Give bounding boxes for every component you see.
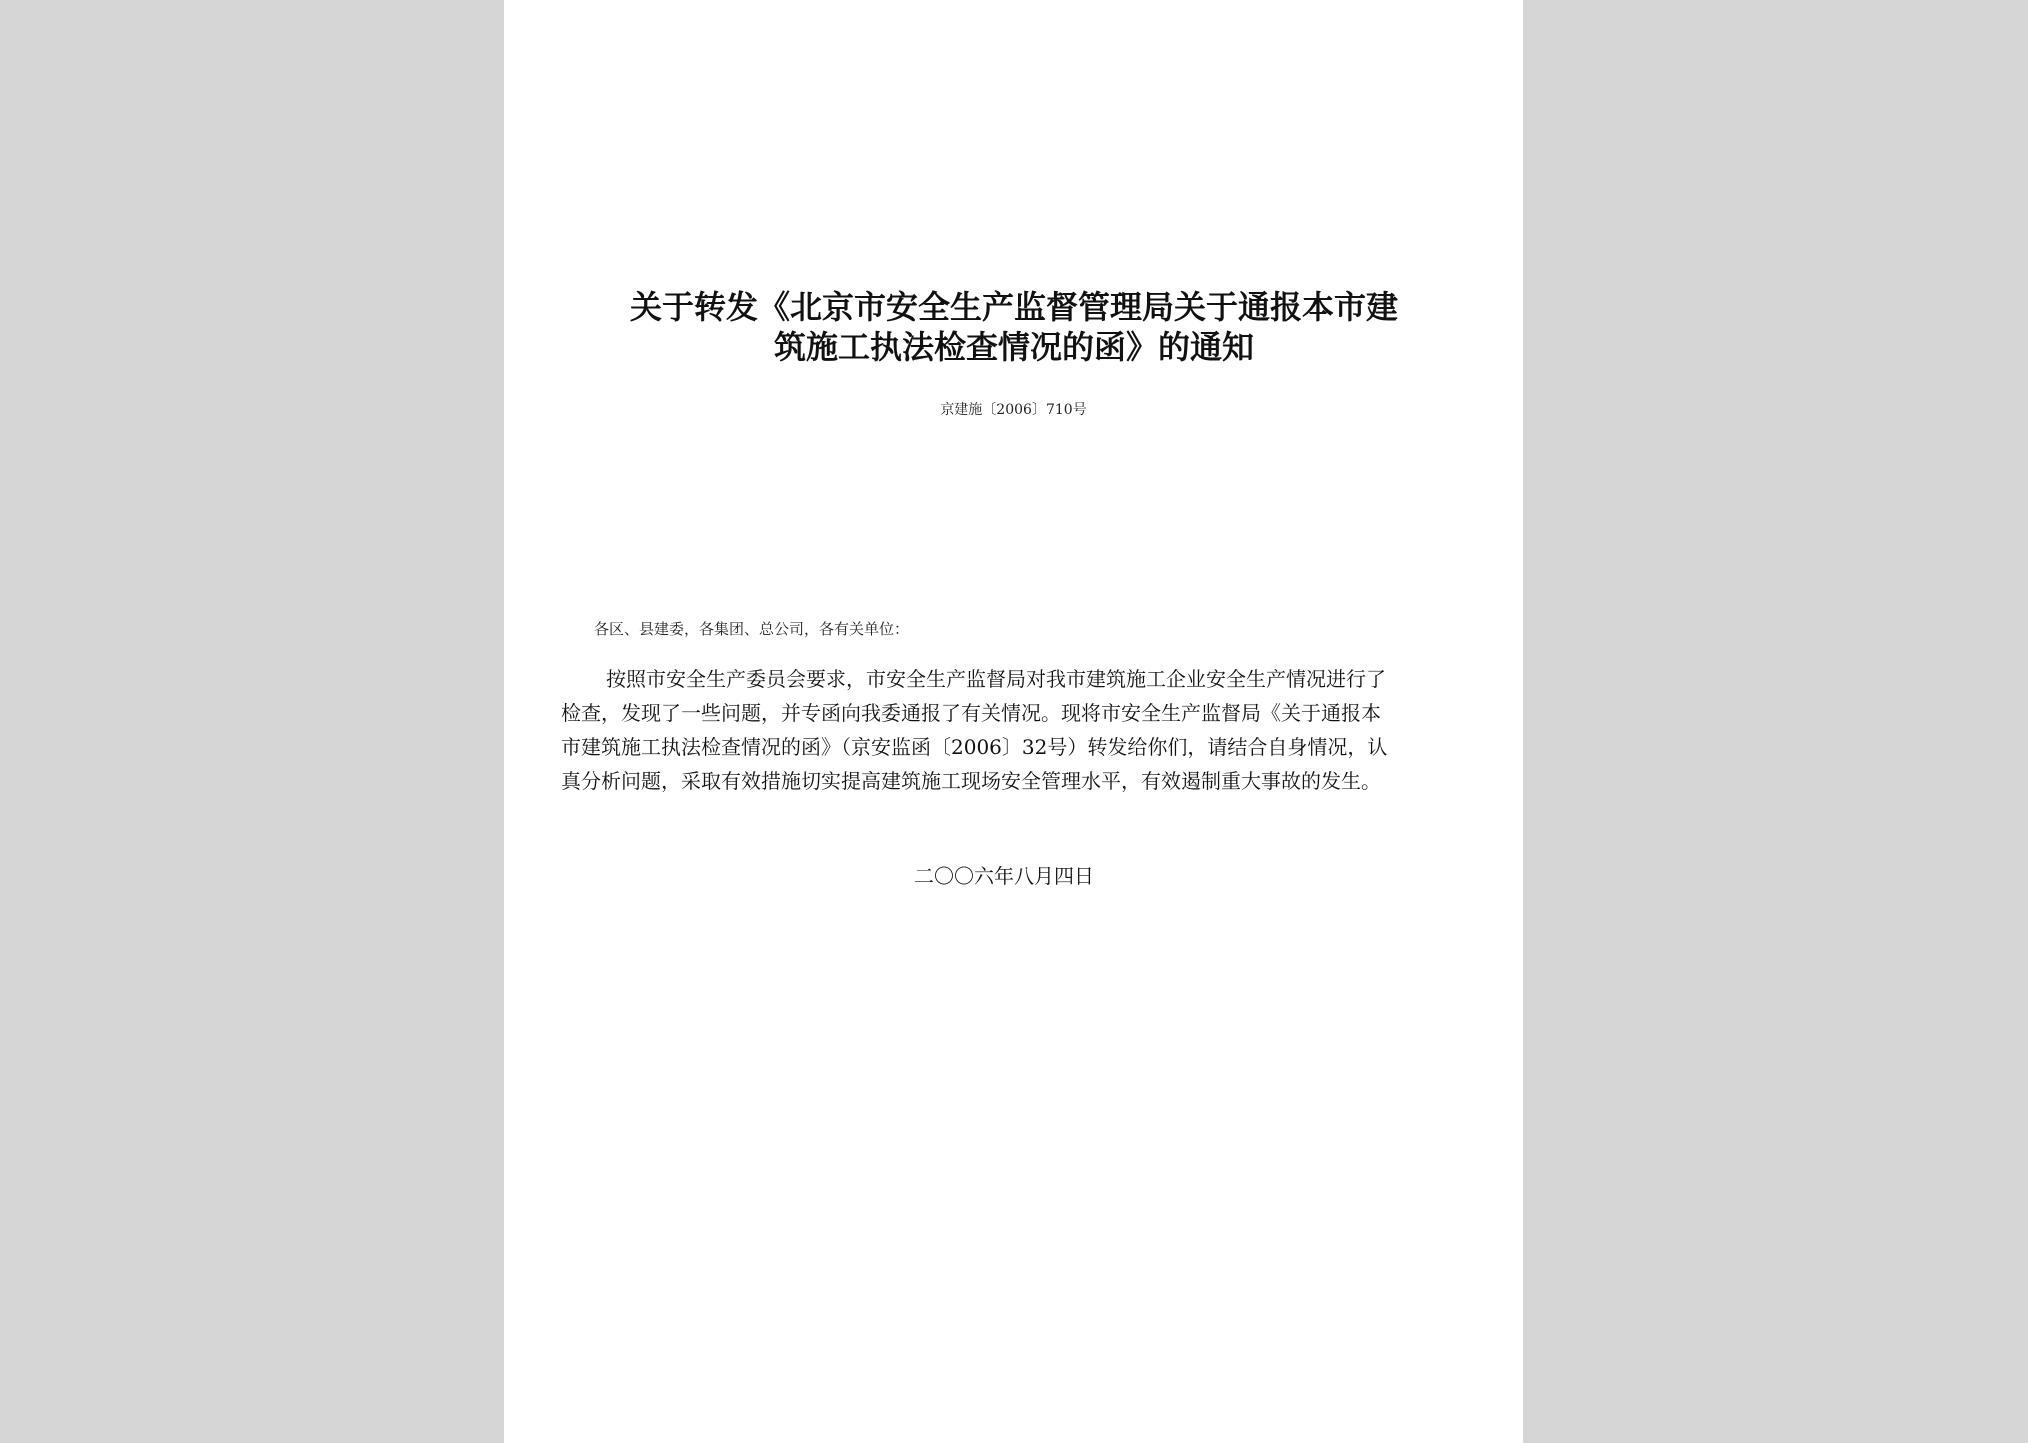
body-line-4: 真分析问题，采取有效措施切实提高建筑施工现场安全管理水平，有效遏制重大事故的发生。 (561, 769, 1381, 793)
title-line-1: 关于转发《北京市安全生产监督管理局关于通报本市建 (629, 288, 1398, 326)
body-paragraph (561, 662, 1461, 798)
body-line-1: 按照市安全生产委员会要求，市安全生产监督局对我市建筑施工企业安全生产情况进行了 (606, 667, 1386, 691)
body-line-2: 检查，发现了一些问题，并专函向我委通报了有关情况。现将市安全生产监督局《关于通报本 (561, 701, 1381, 725)
body-line-3: 市建筑施工执法检查情况的函》（京安监函〔2006〕32号）转发给你们，请结合自身情况，认 (561, 735, 1388, 759)
salutation: 各区、县建委，各集团、总公司，各有关单位： (594, 620, 910, 638)
document-title (544, 287, 1484, 367)
issue-date: 二〇〇六年八月四日 (914, 864, 1094, 888)
title-line-2: 筑施工执法检查情况的函》的通知 (773, 328, 1254, 366)
document-page (504, 0, 1523, 1443)
document-number: 京建施〔2006〕710号 (940, 402, 1087, 418)
